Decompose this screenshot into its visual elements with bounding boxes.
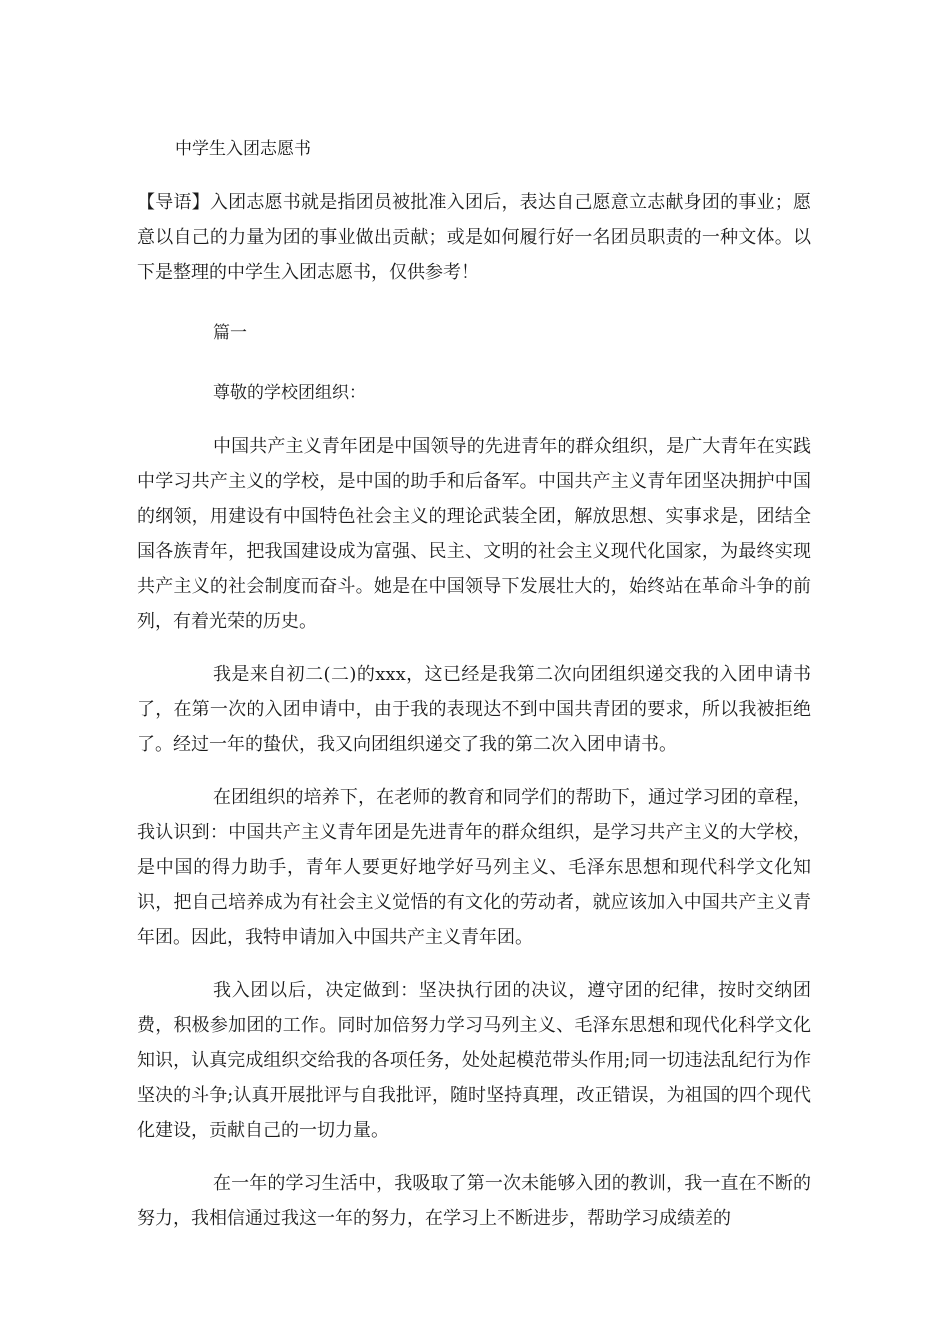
section-label: 篇一 xyxy=(213,323,247,343)
intro-paragraph: 【导语】入团志愿书就是指团员被批准入团后，表达自己愿意立志献身团的事业；愿意以自己的力量为团的事业做出贡献；或是如何履行好一名团员职责的一种文体。以下是整理的中学生入团志愿书，仅供参考！ xyxy=(137,192,811,283)
document-title: 中学生入团志愿书 xyxy=(175,139,311,159)
body-paragraph-4: 我入团以后，决定做到：坚决执行团的决议，遵守团的纪律，按时交纳团费，积极参加团的工作。同时加倍努力学习马列主义、毛泽东思想和现代化科学文化知识，认真完成组织交给我的各项任务，处处起模范带头作用;同一切违法乱纪行为作坚决的斗争;认真开展批评与自我批评，随时坚持真理，改正错误，为祖国的四个现代化建设，贡献自己的一切力量。 xyxy=(137,980,811,1141)
body-paragraph-2: 我是来自初二(二)的xxx，这已经是我第二次向团组织递交我的入团申请书了，在第一次的入团申请中，由于我的表现达不到中国共青团的要求，所以我被拒绝了。经过一年的蛰伏，我又向团组织递交了我的第二次入团申请书。 xyxy=(137,664,811,755)
body-paragraph-1: 中国共产主义青年团是中国领导的先进青年的群众组织，是广大青年在实践中学习共产主义的学校，是中国的助手和后备军。中国共产主义青年团坚决拥护中国的纲领，用建设有中国特色社会主义的理论武装全团，解放思想、实事求是，团结全国各族青年，把我国建设成为富强、民主、文明的社会主义现代化国家，为最终实现共产主义的社会制度而奋斗。她是在中国领导下发展壮大的，始终站在革命斗争的前列，有着光荣的历史。 xyxy=(137,436,811,632)
body-paragraph-5: 在一年的学习生活中，我吸取了第一次未能够入团的教训，我一直在不断的努力，我相信通过我这一年的努力，在学习上不断进步，帮助学习成绩差的 xyxy=(137,1173,811,1229)
salutation: 尊敬的学校团组织： xyxy=(213,383,366,403)
body-paragraph-3: 在团组织的培养下，在老师的教育和同学们的帮助下，通过学习团的章程，我认识到：中国共产主义青年团是先进青年的群众组织，是学习共产主义的大学校，是中国的得力助手，青年人要更好地学好马列主义、毛泽东思想和现代科学文化知识，把自己培养成为有社会主义觉悟的有文化的劳动者，就应该加入中国共产主义青年团。因此，我特申请加入中国共产主义青年团。 xyxy=(137,787,811,948)
document-page xyxy=(137,131,811,1236)
